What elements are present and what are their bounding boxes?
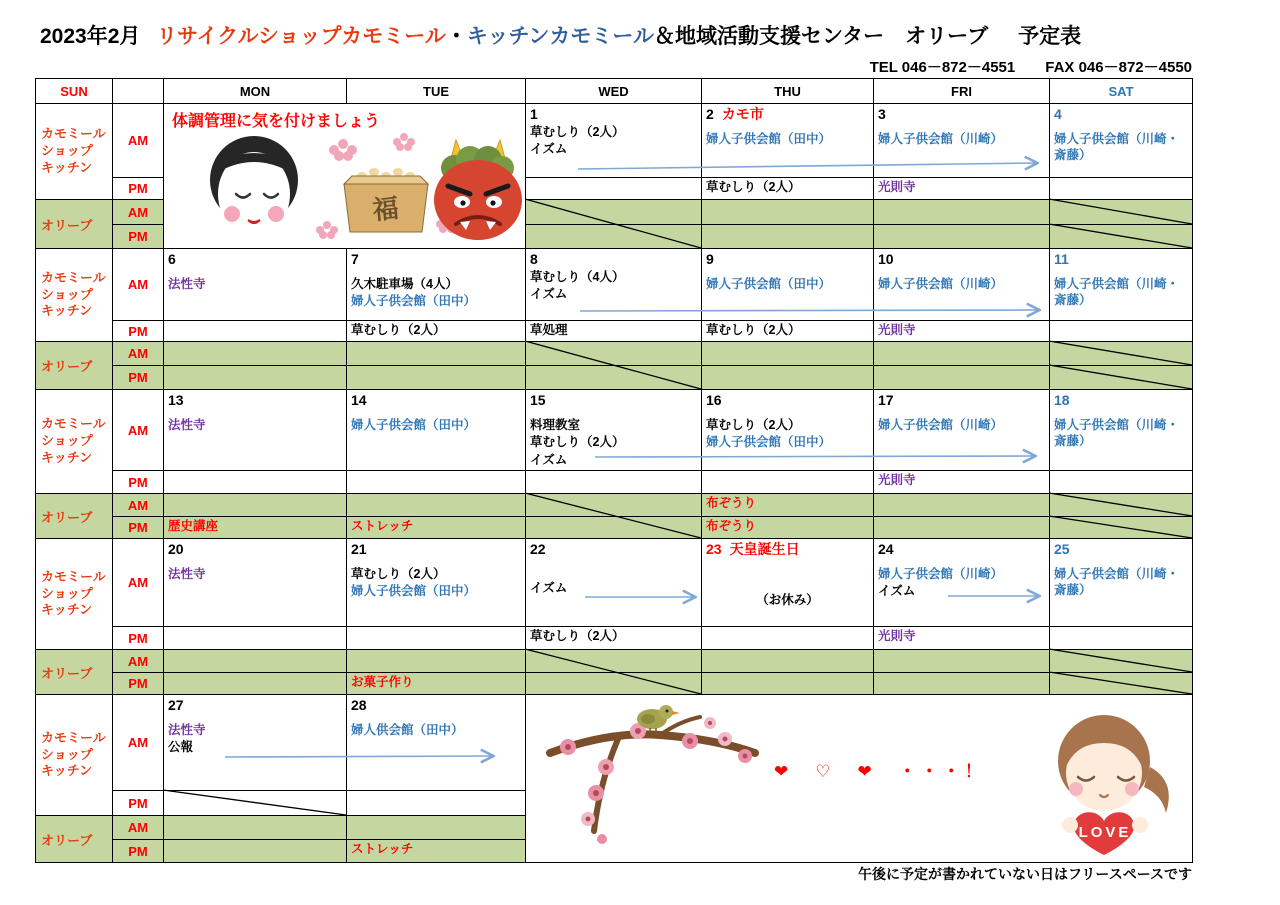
pm-label-w1: PM xyxy=(112,177,164,200)
schedule-entry: お菓子作り xyxy=(351,675,414,689)
date-label: 6 xyxy=(168,251,176,267)
cell-feb22-pm xyxy=(525,626,702,650)
cell-feb4-pm xyxy=(1049,177,1193,200)
cell-feb13-olive-am xyxy=(163,493,347,517)
header-tue: TUE xyxy=(346,78,526,104)
contact-line xyxy=(600,56,1192,77)
cell-feb6-olive-pm xyxy=(163,365,347,390)
cell-feb2-olive-am xyxy=(701,199,874,225)
olive-pm-label-w5: PM xyxy=(112,839,164,863)
date-label: 7 xyxy=(351,251,359,267)
schedule-entry: 婦人子供会館（田中） xyxy=(351,294,477,309)
schedule-entry: ストレッチ xyxy=(351,519,414,533)
schedule-entry: 光則寺 xyxy=(878,473,916,487)
date-label: 25 xyxy=(1054,541,1070,557)
date-label: 15 xyxy=(530,392,546,408)
cell-feb6-am xyxy=(163,248,347,321)
cell-feb16-am xyxy=(701,389,874,471)
cell-feb8-olive-am xyxy=(525,341,702,366)
cell-feb23-am xyxy=(701,538,874,627)
schedule-entry: 草むしり（2人） xyxy=(530,125,625,140)
date-label: 20 xyxy=(168,541,184,557)
date-label: 3 xyxy=(878,106,886,122)
olive-pm-label-w3: PM xyxy=(112,516,164,539)
schedule-entry: 草むしり（2人） xyxy=(351,323,446,337)
schedule-entry: 料理教室 xyxy=(530,418,581,433)
schedule-entry: 法性寺 xyxy=(168,723,206,738)
cell-feb28-olive-pm xyxy=(346,839,526,863)
pm-label-w3: PM xyxy=(112,470,164,494)
olive-am-label-w2: AM xyxy=(112,341,164,366)
shop-label-line: ショップ xyxy=(41,585,93,601)
row-label-shop-w4 xyxy=(35,538,113,650)
holiday-label: 天皇誕生日 xyxy=(729,541,800,557)
pm-label-w4: PM xyxy=(112,626,164,650)
am-label-w3: AM xyxy=(112,389,164,471)
row-label-olive-w5: オリーブ xyxy=(35,815,113,863)
health-notice-text: 体調管理に気を付けましょう xyxy=(172,113,381,130)
row-label-olive-w4: オリーブ xyxy=(35,649,113,695)
tel-number: TEL 046－872－4551 xyxy=(869,59,1016,76)
shop-label-line: キッチン xyxy=(41,303,93,319)
schedule-entry: 婦人子供会館（田中） xyxy=(351,418,477,433)
date-label: 16 xyxy=(706,392,722,408)
date-label: 11 xyxy=(1054,251,1069,267)
schedule-entry: 法性寺 xyxy=(168,418,206,433)
cell-feb18-am xyxy=(1049,389,1193,471)
date-label: 21 xyxy=(351,541,367,557)
cell-decoration xyxy=(525,694,1193,863)
date-label: 4 xyxy=(1054,106,1062,122)
cell-feb13-am xyxy=(163,389,347,471)
cell-feb28-pm xyxy=(346,790,526,816)
header-fri: FRI xyxy=(873,78,1050,104)
olive-pm-label-w1: PM xyxy=(112,224,164,249)
cell-feb1-olive-pm xyxy=(525,224,702,249)
schedule-entry: 婦人子供会館（川崎） xyxy=(878,418,1004,433)
footer-note: 午後に予定が書かれていない日はフリースペースです xyxy=(857,866,1192,882)
cell-notice-setsubun xyxy=(163,103,526,249)
cell-feb14-olive-am xyxy=(346,493,526,517)
cell-feb20-olive-am xyxy=(163,649,347,673)
row-label-shop-w3 xyxy=(35,389,113,494)
cell-feb11-am xyxy=(1049,248,1193,321)
cell-feb3-olive-am xyxy=(873,199,1050,225)
cell-feb17-olive-am xyxy=(873,493,1050,517)
cell-feb2-olive-pm xyxy=(701,224,874,249)
schedule-entry: 久木駐車場（4人） xyxy=(351,277,458,292)
shop-label-line: キッチン xyxy=(41,763,93,779)
cell-feb4-olive-pm xyxy=(1049,224,1193,249)
title-month: 2023年2月 xyxy=(40,25,141,48)
pm-label-w5: PM xyxy=(112,790,164,816)
schedule-entry: 婦人子供会館（田中） xyxy=(706,435,832,450)
schedule-entry: 草むしり（4人） xyxy=(530,270,625,285)
cell-feb9-olive-am xyxy=(701,341,874,366)
am-label-w1: AM xyxy=(112,103,164,178)
cell-feb16-pm xyxy=(701,470,874,494)
cell-feb25-olive-am xyxy=(1049,649,1193,673)
plum-branch-illustration xyxy=(540,701,770,851)
cell-feb7-pm xyxy=(346,320,526,342)
cell-feb11-pm xyxy=(1049,320,1193,342)
row-label-olive-w1: オリーブ xyxy=(35,199,113,249)
cell-feb23-pm xyxy=(701,626,874,650)
cell-feb27-pm xyxy=(163,790,347,816)
header-sat: SAT xyxy=(1049,78,1193,104)
header-sun: SUN xyxy=(35,78,113,104)
cell-feb18-pm xyxy=(1049,470,1193,494)
cell-feb25-olive-pm xyxy=(1049,672,1193,695)
schedule-entry: 草むしり（2人） xyxy=(530,435,625,450)
cell-feb3-pm xyxy=(873,177,1050,200)
closed-note: （お休み） xyxy=(756,593,819,608)
love-label: LOVE xyxy=(1078,824,1132,841)
shop-label-line: カモミール xyxy=(41,126,106,142)
date-label: 27 xyxy=(168,697,184,713)
schedule-entry: イズム xyxy=(530,287,568,302)
schedule-entry: 婦人子供会館（川崎・斎藤） xyxy=(1054,277,1180,308)
schedule-entry: 歴史講座 xyxy=(168,519,219,533)
schedule-entry: イズム xyxy=(878,584,916,599)
schedule-entry: イズム xyxy=(530,142,568,157)
date-label: 1 xyxy=(530,106,538,122)
pm-label-w2: PM xyxy=(112,320,164,342)
cell-feb25-pm xyxy=(1049,626,1193,650)
date-label: 9 xyxy=(706,251,714,267)
cell-feb6-olive-am xyxy=(163,341,347,366)
cell-feb4-olive-am xyxy=(1049,199,1193,225)
cell-feb6-pm xyxy=(163,320,347,342)
cell-feb16-olive-pm xyxy=(701,516,874,539)
cell-feb3-am xyxy=(873,103,1050,178)
header-thu: THU xyxy=(701,78,874,104)
schedule-entry: 光則寺 xyxy=(878,323,916,337)
cell-feb21-olive-am xyxy=(346,649,526,673)
cell-feb20-pm xyxy=(163,626,347,650)
cell-feb17-pm xyxy=(873,470,1050,494)
schedule-entry: 法性寺 xyxy=(168,277,206,292)
hearts-decoration: ❤ ♡ ❤ ・・・！ xyxy=(774,762,987,781)
schedule-entry: 婦人供会館（田中） xyxy=(351,723,464,738)
cell-feb14-pm xyxy=(346,470,526,494)
cell-feb2-pm xyxy=(701,177,874,200)
cell-feb22-olive-pm xyxy=(525,672,702,695)
date-label: 17 xyxy=(878,392,894,408)
schedule-entry: 婦人子供会館（川崎・斎藤） xyxy=(1054,567,1180,598)
cell-feb14-am xyxy=(346,389,526,471)
cell-feb8-pm xyxy=(525,320,702,342)
olive-am-label-w1: AM xyxy=(112,199,164,225)
row-label-shop-w2 xyxy=(35,248,113,342)
title-shop-kitchen: キッチンカモミール xyxy=(466,25,654,48)
cell-feb11-olive-pm xyxy=(1049,365,1193,390)
row-label-shop-w5 xyxy=(35,694,113,816)
schedule-entry: 婦人子供会館（田中） xyxy=(706,132,832,147)
cell-feb21-olive-pm xyxy=(346,672,526,695)
schedule-entry: 婦人子供会館（川崎・斎藤） xyxy=(1054,418,1180,449)
cell-feb7-olive-am xyxy=(346,341,526,366)
header-blank xyxy=(112,78,164,104)
schedule-entry: 草処理 xyxy=(530,323,568,337)
am-label-w2: AM xyxy=(112,248,164,321)
shop-label-line: ショップ xyxy=(41,286,93,302)
title-suffix: 予定表 xyxy=(1018,25,1082,48)
title-center-name: ＆地域活動支援センター オリーブ xyxy=(654,25,989,48)
shop-label-line: ショップ xyxy=(41,433,93,449)
cell-feb24-olive-am xyxy=(873,649,1050,673)
schedule-entry: 布ぞうり xyxy=(706,496,757,510)
cell-feb24-olive-pm xyxy=(873,672,1050,695)
date-label: 10 xyxy=(878,251,894,267)
shop-label-line: キッチン xyxy=(41,449,93,465)
cell-feb14-olive-pm xyxy=(346,516,526,539)
cell-feb24-am xyxy=(873,538,1050,627)
schedule-entry: 公報 xyxy=(168,740,194,755)
am-label-w5: AM xyxy=(112,694,164,791)
cell-feb9-pm xyxy=(701,320,874,342)
shop-label-line: キッチン xyxy=(41,159,93,175)
cell-feb13-olive-pm xyxy=(163,516,347,539)
fuku-character: 福 xyxy=(371,192,401,226)
cell-feb10-olive-pm xyxy=(873,365,1050,390)
cell-feb10-olive-am xyxy=(873,341,1050,366)
cell-feb24-pm xyxy=(873,626,1050,650)
schedule-entry: 草むしり（2人） xyxy=(530,629,625,643)
cell-feb7-am xyxy=(346,248,526,321)
event-label: カモ市 xyxy=(721,106,764,122)
fax-number: FAX 046－872－4550 xyxy=(1045,59,1192,76)
date-label: 2 xyxy=(706,106,714,122)
cell-feb8-am xyxy=(525,248,702,321)
cell-feb7-olive-pm xyxy=(346,365,526,390)
shop-label-line: ショップ xyxy=(41,746,93,762)
shop-label-line: カモミール xyxy=(41,568,106,584)
cell-feb1-pm xyxy=(525,177,702,200)
love-girl-illustration xyxy=(1032,709,1182,859)
shop-label-line: カモミール xyxy=(41,269,106,285)
cell-feb2-am xyxy=(701,103,874,178)
cell-feb9-olive-pm xyxy=(701,365,874,390)
am-label-w4: AM xyxy=(112,538,164,627)
cell-feb21-am xyxy=(346,538,526,627)
shop-label-line: カモミール xyxy=(41,416,106,432)
cell-feb27-olive-pm xyxy=(163,839,347,863)
cell-feb22-am xyxy=(525,538,702,627)
header-wed: WED xyxy=(525,78,702,104)
olive-am-label-w4: AM xyxy=(112,649,164,673)
row-label-olive-w2: オリーブ xyxy=(35,341,113,390)
schedule-entry: 布ぞうり xyxy=(706,519,757,533)
cell-feb15-olive-am xyxy=(525,493,702,517)
olive-am-label-w5: AM xyxy=(112,815,164,840)
cell-feb17-am xyxy=(873,389,1050,471)
header-mon: MON xyxy=(163,78,347,104)
date-label: 22 xyxy=(530,541,546,557)
title-dot: ・ xyxy=(445,25,467,48)
cell-feb18-olive-pm xyxy=(1049,516,1193,539)
schedule-entry: 婦人子供会館（川崎） xyxy=(878,567,1004,582)
cell-feb11-olive-am xyxy=(1049,341,1193,366)
row-label-shop-w1 xyxy=(35,103,113,200)
schedule-entry: 光則寺 xyxy=(878,180,916,194)
cell-feb28-olive-am xyxy=(346,815,526,840)
cell-feb1-olive-am xyxy=(525,199,702,225)
schedule-entry: 婦人子供会館（田中） xyxy=(351,584,477,599)
cell-feb23-olive-pm xyxy=(701,672,874,695)
title-shop-recycle: リサイクルショップカモミール xyxy=(156,25,446,48)
setsubun-illustration xyxy=(192,132,522,247)
cell-feb27-am xyxy=(163,694,347,791)
row-label-olive-w3: オリーブ xyxy=(35,493,113,539)
cell-feb15-am xyxy=(525,389,702,471)
cell-feb18-olive-am xyxy=(1049,493,1193,517)
schedule-entry: イズム xyxy=(530,581,568,596)
cell-feb15-pm xyxy=(525,470,702,494)
schedule-entry: 光則寺 xyxy=(878,629,916,643)
cell-feb20-olive-pm xyxy=(163,672,347,695)
schedule-entry: 草むしり（2人） xyxy=(706,180,801,194)
schedule-entry: 草むしり（2人） xyxy=(706,323,801,337)
date-label: 18 xyxy=(1054,392,1070,408)
cell-feb3-olive-pm xyxy=(873,224,1050,249)
schedule-entry: イズム xyxy=(530,452,568,467)
shop-label-line: ショップ xyxy=(41,143,93,159)
shop-label-line: カモミール xyxy=(41,729,106,745)
cell-feb27-olive-am xyxy=(163,815,347,840)
cell-feb8-olive-pm xyxy=(525,365,702,390)
schedule-entry: 婦人子供会館（川崎） xyxy=(878,277,1004,292)
schedule-entry: 婦人子供会館（川崎・斎藤） xyxy=(1054,132,1180,163)
cell-feb20-am xyxy=(163,538,347,627)
schedule-entry: 草むしり（2人） xyxy=(706,418,801,433)
cell-feb13-pm xyxy=(163,470,347,494)
cell-feb1-am xyxy=(525,103,702,178)
schedule-entry: ストレッチ xyxy=(351,842,414,856)
cell-feb10-am xyxy=(873,248,1050,321)
cell-feb21-pm xyxy=(346,626,526,650)
schedule-entry: 草むしり（2人） xyxy=(351,567,446,582)
cell-feb9-am xyxy=(701,248,874,321)
schedule-entry: 婦人子供会館（川崎） xyxy=(878,132,1004,147)
schedule-entry: 婦人子供会館（田中） xyxy=(706,277,832,292)
date-label: 13 xyxy=(168,392,184,408)
cell-feb10-pm xyxy=(873,320,1050,342)
date-label: 23 xyxy=(706,541,722,557)
shop-label-line: キッチン xyxy=(41,602,93,618)
olive-pm-label-w4: PM xyxy=(112,672,164,695)
cell-feb25-am xyxy=(1049,538,1193,627)
cell-feb15-olive-pm xyxy=(525,516,702,539)
date-label: 8 xyxy=(530,251,538,267)
olive-am-label-w3: AM xyxy=(112,493,164,517)
olive-pm-label-w2: PM xyxy=(112,365,164,390)
cell-feb17-olive-pm xyxy=(873,516,1050,539)
date-label: 14 xyxy=(351,392,367,408)
cell-feb23-olive-am xyxy=(701,649,874,673)
date-label: 28 xyxy=(351,697,367,713)
cell-feb4-am xyxy=(1049,103,1193,178)
page-title xyxy=(40,20,1081,50)
cell-feb22-olive-am xyxy=(525,649,702,673)
schedule-entry: 法性寺 xyxy=(168,567,206,582)
cell-feb28-am xyxy=(346,694,526,791)
cell-feb16-olive-am xyxy=(701,493,874,517)
date-label: 24 xyxy=(878,541,894,557)
